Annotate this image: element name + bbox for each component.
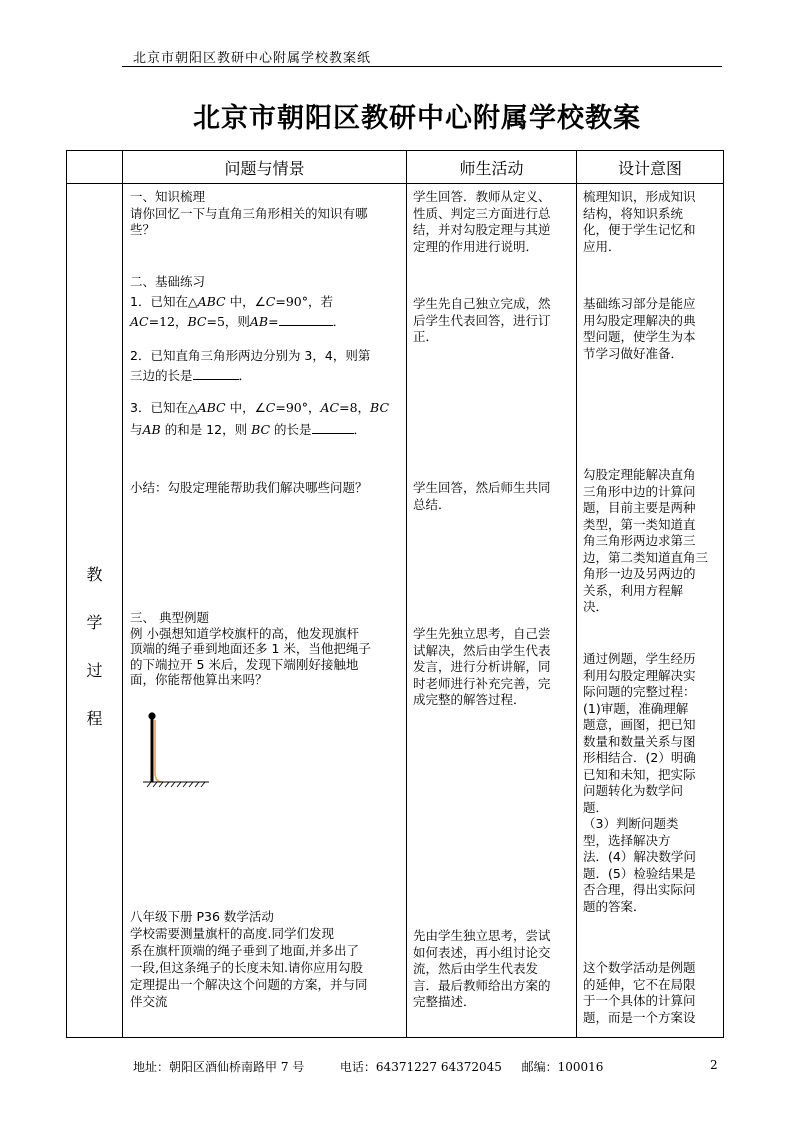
header-teacher-student-activity: 师生活动 [407, 151, 577, 184]
text-line: 类型，第一类知道直 [583, 516, 696, 532]
text-line: 时老师进行补充完善，完 [413, 675, 551, 691]
text-line: 定理提出一个解决这个问题的方案，并与同 [130, 977, 368, 992]
text-line: 如何表述，再小组讨论交 [413, 944, 551, 960]
text-line: 际问题的完整过程： [583, 684, 696, 699]
text-line: 总结． [413, 496, 451, 512]
activity-block-1 [413, 189, 573, 255]
text-line: 边，第二类知道直角三 [583, 549, 709, 565]
question-1 [130, 292, 403, 332]
answer-blank[interactable] [193, 367, 239, 381]
text-line: 学校需要测量旗杆的高度.同学们发现 [130, 926, 334, 941]
text-line: 这个数学活动是例题 [583, 960, 696, 975]
text-line: 法．(4）解决数学问 [583, 849, 696, 864]
text-span: =5，则 [206, 314, 250, 329]
activity-block-3 [413, 480, 573, 513]
text-span: =12， [148, 314, 188, 329]
page-number: 2 [710, 1058, 718, 1072]
intent-block-2 [583, 296, 720, 362]
question-2 [130, 346, 403, 386]
text-line: 问题转化为数学问 [583, 783, 684, 798]
text-line: 题．(5）检验结果是 [583, 865, 696, 881]
text-line: 已知和未知，把实际 [583, 766, 696, 782]
math-var: C [265, 400, 276, 415]
math-var: AC [130, 314, 149, 329]
text-line: 关系，利用方程解 [583, 582, 684, 598]
math-var: C [265, 294, 276, 309]
text-line: 试解决，然后由学生代表 [413, 642, 551, 658]
summary-block [130, 480, 403, 497]
activity-column [407, 184, 577, 1038]
text-line: 的下端拉开 5 米后，发现下端刚好接触地 [130, 656, 359, 672]
footer-phone: 电话：64371227 64372045 [339, 1060, 502, 1074]
text-span: 三边的长是 [130, 368, 193, 383]
section-heading: 一、知识梳理 [130, 189, 206, 204]
basic-practice-block [130, 274, 403, 291]
text-line: 完整描述． [413, 994, 476, 1009]
section-label-char: 程 [86, 709, 103, 728]
text-span: ． [332, 314, 346, 329]
text-line: 化，便于学生记忆和 [583, 222, 696, 237]
footer-postcode: 邮编：100016 [521, 1060, 604, 1074]
intent-block-3 [583, 467, 720, 616]
rope-line [155, 720, 161, 782]
text-line: 发言，进行分析讲解，同 [413, 659, 551, 674]
intent-block-4 [583, 651, 720, 915]
math-var: BC [370, 400, 390, 415]
answer-blank[interactable] [312, 421, 354, 435]
text-line: 流，然后由学生代表发 [413, 961, 539, 976]
document-title: 北京市朝阳区教研中心附属学校教案 [193, 103, 641, 134]
text-line: 学生回答．教师从定义、 [413, 189, 551, 204]
text-line: 请你回忆一下与直角三角形相关的知识有哪 [130, 205, 368, 221]
page-footer [133, 1058, 603, 1075]
text-line: 利用勾股定理解决实 [583, 667, 696, 683]
math-var: AB [142, 422, 161, 437]
text-line: 于一个具体的计算问 [583, 993, 696, 1008]
text-span: 的长是 [270, 422, 312, 437]
text-span: 与 [130, 422, 143, 437]
text-line: 三角形中边的计算问 [583, 483, 696, 499]
math-var: ABC [197, 294, 226, 309]
text-line: 用勾股定理解决的典 [583, 312, 696, 328]
example-block [130, 610, 403, 688]
text-line: 题意，画图，把已知 [583, 717, 696, 732]
header-problem-scenario: 问题与情景 [123, 151, 407, 184]
intent-block-5 [583, 960, 720, 1026]
text-line: 后学生代表回答，进行订 [413, 312, 551, 328]
text-line: 梳理知识，形成知识 [583, 189, 696, 204]
section-label-cell [67, 184, 123, 1038]
text-line: 结构，将知识系统 [583, 205, 684, 221]
text-line: 成完整的解答过程． [413, 692, 526, 707]
text-span: =90°， [275, 400, 321, 415]
section-heading: 三、 典型例题 [130, 610, 209, 625]
text-span: = [268, 314, 279, 329]
text-line: 形相结合．(2）明确 [583, 750, 696, 765]
activity-block-4 [413, 626, 573, 709]
section-label-char: 过 [86, 661, 103, 680]
section-label-char: 教 [86, 565, 103, 584]
text-span: =90°，若 [275, 294, 333, 309]
answer-blank[interactable] [279, 313, 333, 327]
text-line: 面，你能帮他算出来吗？ [130, 672, 268, 687]
activity-block [130, 908, 403, 1010]
text-span: ． [353, 422, 367, 437]
section-label-char: 学 [86, 613, 103, 632]
design-intent-column [577, 184, 724, 1038]
text-line: 题． [583, 799, 609, 815]
text-line: 学生回答，然后师生共同 [413, 480, 551, 495]
text-line: 节学习做好准备． [583, 345, 684, 361]
page-header-school: 北京市朝阳区教研中心附属学校教案纸 [133, 51, 372, 66]
text-line: 先由学生独立思考，尝试 [413, 928, 551, 943]
text-span: 1．已知在△ [130, 294, 198, 309]
text-line: 性质、判定三方面进行总 [413, 205, 551, 221]
text-line: 例 小强想知道学校旗杆的高，他发现旗杆 [130, 625, 359, 641]
text-line: 结，并对勾股定理与其逆 [413, 222, 551, 237]
activity-block-2 [413, 296, 573, 346]
text-line: 学生先自己独立完成，然 [413, 296, 551, 311]
text-line: 学生先独立思考，自己尝 [413, 626, 551, 641]
text-line: 决． [583, 599, 609, 614]
text-line: 小结：勾股定理能帮助我们解决哪些问题？ [130, 480, 368, 495]
text-line: 正． [413, 329, 439, 344]
text-span: ． [238, 368, 252, 383]
header-rule [122, 66, 722, 67]
text-line: 基础练习部分是能应 [583, 296, 696, 311]
flagpole-top [148, 712, 155, 719]
math-var: AC [320, 400, 340, 415]
math-var: ABC [197, 400, 226, 415]
table-header-row [67, 151, 724, 184]
text-line: 伴交流 [130, 994, 168, 1009]
activity-block-5 [413, 928, 573, 1011]
lesson-plan-table [66, 150, 724, 1038]
section-heading: 二、基础练习 [130, 274, 206, 289]
text-line: 否合理，得出实际问 [583, 882, 696, 897]
table-body-row [67, 184, 724, 1038]
text-line: 的延伸，它不在局限 [583, 976, 696, 992]
text-line: 系在旗杆顶端的绳子垂到了地面,并多出了 [130, 943, 359, 958]
text-line: 数量和数量关系与图 [583, 733, 696, 749]
problems-column [123, 184, 407, 1038]
text-line: 应用． [583, 238, 621, 254]
math-var: BC [251, 422, 271, 437]
text-line: 题，目前主要是两种 [583, 500, 696, 515]
text-line: 言．最后教师给出方案的 [413, 977, 551, 993]
header-blank [67, 151, 123, 184]
text-span: 中，∠ [225, 400, 266, 415]
text-line: 型，选择解决方 [583, 832, 671, 848]
text-line: 些？ [130, 222, 156, 237]
text-line: 顶端的绳子垂到地面还多 1 米，当他把绳子 [130, 641, 371, 656]
flagpole-figure [131, 712, 211, 788]
text-span: 3．已知在△ [130, 400, 198, 415]
text-line: 角三角形两边求第三 [583, 533, 696, 548]
text-line: 角形一边及另两边的 [583, 566, 696, 581]
text-line: 2．已知直角三角形两边分别为 3，4，则第 [130, 348, 371, 363]
text-line: 一段,但这条绳子的长度未知.请你应用勾股 [130, 960, 363, 975]
math-var: AB [249, 314, 269, 329]
header-design-intent: 设计意图 [577, 151, 724, 184]
question-3 [130, 397, 403, 441]
text-span: 中，∠ [225, 294, 266, 309]
intent-block-1 [583, 189, 720, 255]
text-span: 的和是 12，则 [160, 422, 252, 437]
text-line: 八年级下册 P36 数学活动 [130, 909, 274, 924]
knowledge-review-block [130, 189, 403, 239]
text-line: 勾股定理能解决直角 [583, 467, 696, 482]
text-line: 定理的作用进行说明． [413, 238, 539, 254]
text-span: =8， [339, 400, 371, 415]
text-line: 题，而是一个方案设 [583, 1009, 696, 1025]
math-var: BC [187, 314, 207, 329]
text-line: （3）判断问题类 [583, 816, 679, 831]
text-line: 通过例题，学生经历 [583, 651, 696, 666]
text-line: 题的答案． [583, 898, 646, 914]
text-line: (1)审题，准确理解 [583, 700, 689, 716]
footer-address: 地址：朝阳区酒仙桥南路甲 7 号 [133, 1060, 305, 1074]
ground-hatching [147, 782, 205, 787]
text-line: 型问题，使学生为本 [583, 329, 696, 344]
